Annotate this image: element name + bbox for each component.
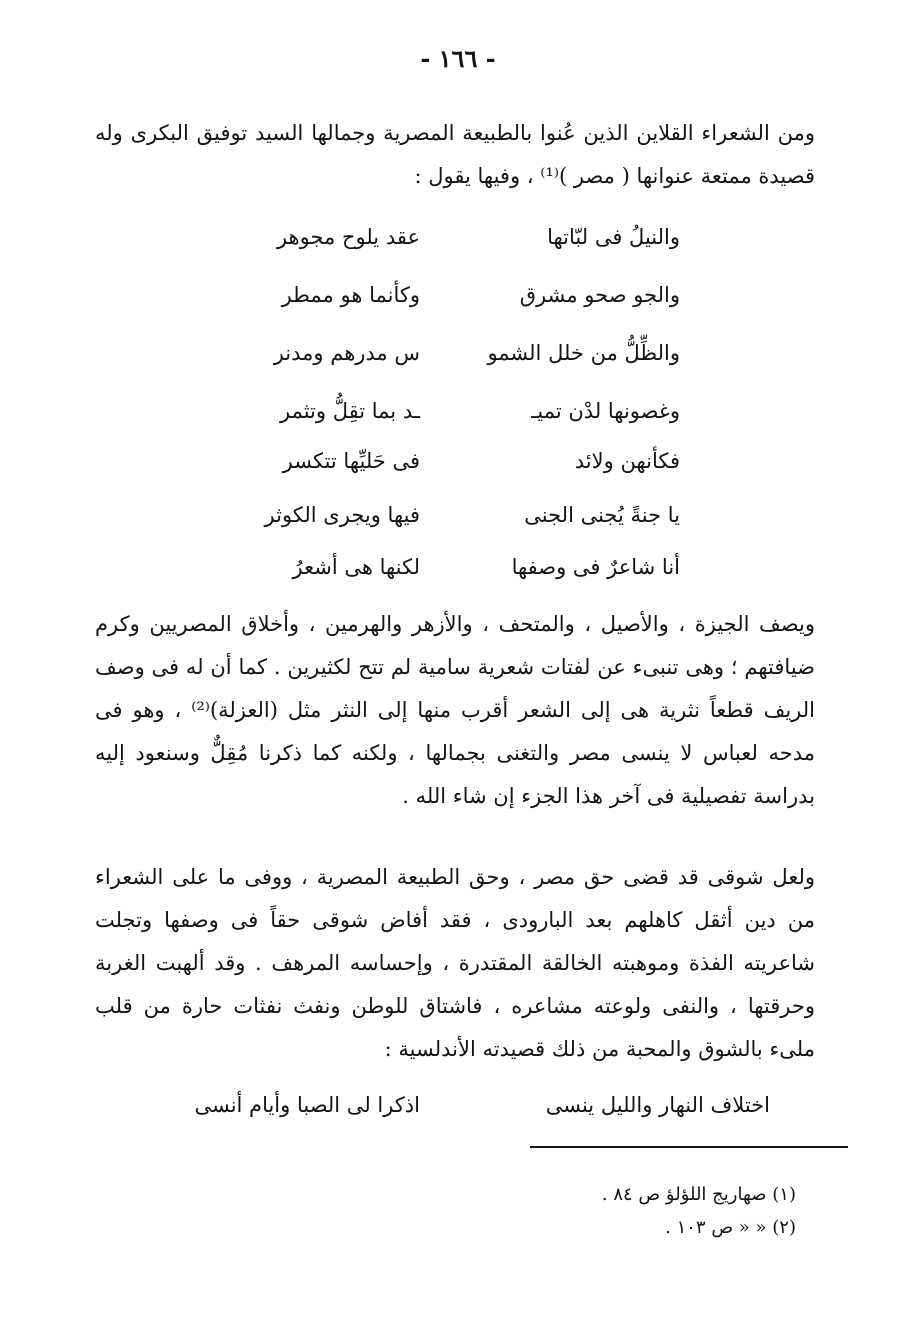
verse-6-first-hemistich: يا جنةً يُجنى الجنى [524, 503, 680, 527]
verse-2-first-hemistich: والجو صحو مشرق [519, 283, 680, 307]
verse-7-first-hemistich: أنا شاعرٌ فى وصفها [511, 555, 680, 579]
verse-4-second-hemistich: ـد بما تقِلُّ وتثمر [279, 399, 420, 423]
verse-1-first-hemistich: والنيلُ فى لبّاتها [547, 225, 680, 249]
footnote-divider [530, 1146, 848, 1148]
verse-5-first-hemistich: فكأنهن ولائد [574, 449, 680, 473]
paragraph-intro: ومن الشعراء القلاين الذين عُنوا بالطبيعة المصرية وجمالها السيد توفيق البكرى وله قصيدة ممتعة عنوانها ( مصر )⁽¹⁾ ، وفيها يقول : [95, 121, 815, 188]
footnote-1: (١) صهاريج اللؤلؤ ص ٨٤ . [601, 1184, 796, 1205]
paragraph-bakri-works: ويصف الجيزة ، والأصيل ، والمتحف ، والأزهر والهرمين ، وأخلاق المصريين وكرم ضيافتهم ؛ وهى تنبىء عن لفتات شعرية سامية لم تتح لكثيرين . كما أن له فى وصف الريف قطعاً نثرية هى إلى الشعر أقرب منها إلى النثر مثل (العزلة)⁽²⁾ ، وهو فى مدحه لعباس لا ينسى مصر والتغنى بجمالها ، ولكنه كما ذكرنا مُقِلٌّ وسنعود إليه بدراسة تفصيلية فى آخر هذا الجزء إن شاء الله . [95, 612, 815, 808]
verse-7-second-hemistich: لكنها هى أشعرُ [292, 555, 420, 579]
verse-6-second-hemistich: فيها ويجرى الكوثر [264, 503, 420, 527]
verse-4-first-hemistich: وغصونها لدْن تميـ [531, 399, 680, 423]
verse-2-second-hemistich: وكأنما هو ممطر [281, 283, 420, 307]
footnote-2: (٢) « « ص ١٠٣ . [665, 1217, 796, 1238]
andalusian-verse-second-hemistich: اذكرا لى الصبا وأيام أنسى [194, 1093, 420, 1117]
paragraph-shawqi: ولعل شوقى قد قضى حق مصر ، وحق الطبيعة المصرية ، ووفى ما على الشعراء من دين أثقل كاهلهم بعد البارودى ، فقد أفاض شوقى حقاً فى وصفها وتجلت شاعريته الفذة وموهبته الخالقة المقتدرة ، وإحساسه المرهف . وقد ألهبت الغربة وحرقتها ، والنفى ولوعته مشاعره ، فاشتاق للوطن ونفث نفثات حارة من قلب ملىء بالشوق والمحبة من ذلك قصيدته الأندلسية : [95, 865, 815, 1061]
verse-5-second-hemistich: فى حَليِّها تتكسر [282, 449, 420, 473]
verse-3-first-hemistich: والظِّلُّ من خلل الشمو [487, 341, 680, 365]
andalusian-verse-first-hemistich: اختلاف النهار والليل ينسى [545, 1093, 770, 1117]
page-number: - ١٦٦ - [420, 44, 496, 73]
verse-3-second-hemistich: س مدرهم ومدنر [273, 341, 420, 365]
verse-1-second-hemistich: عقد يلوح مجوهر [276, 225, 420, 249]
